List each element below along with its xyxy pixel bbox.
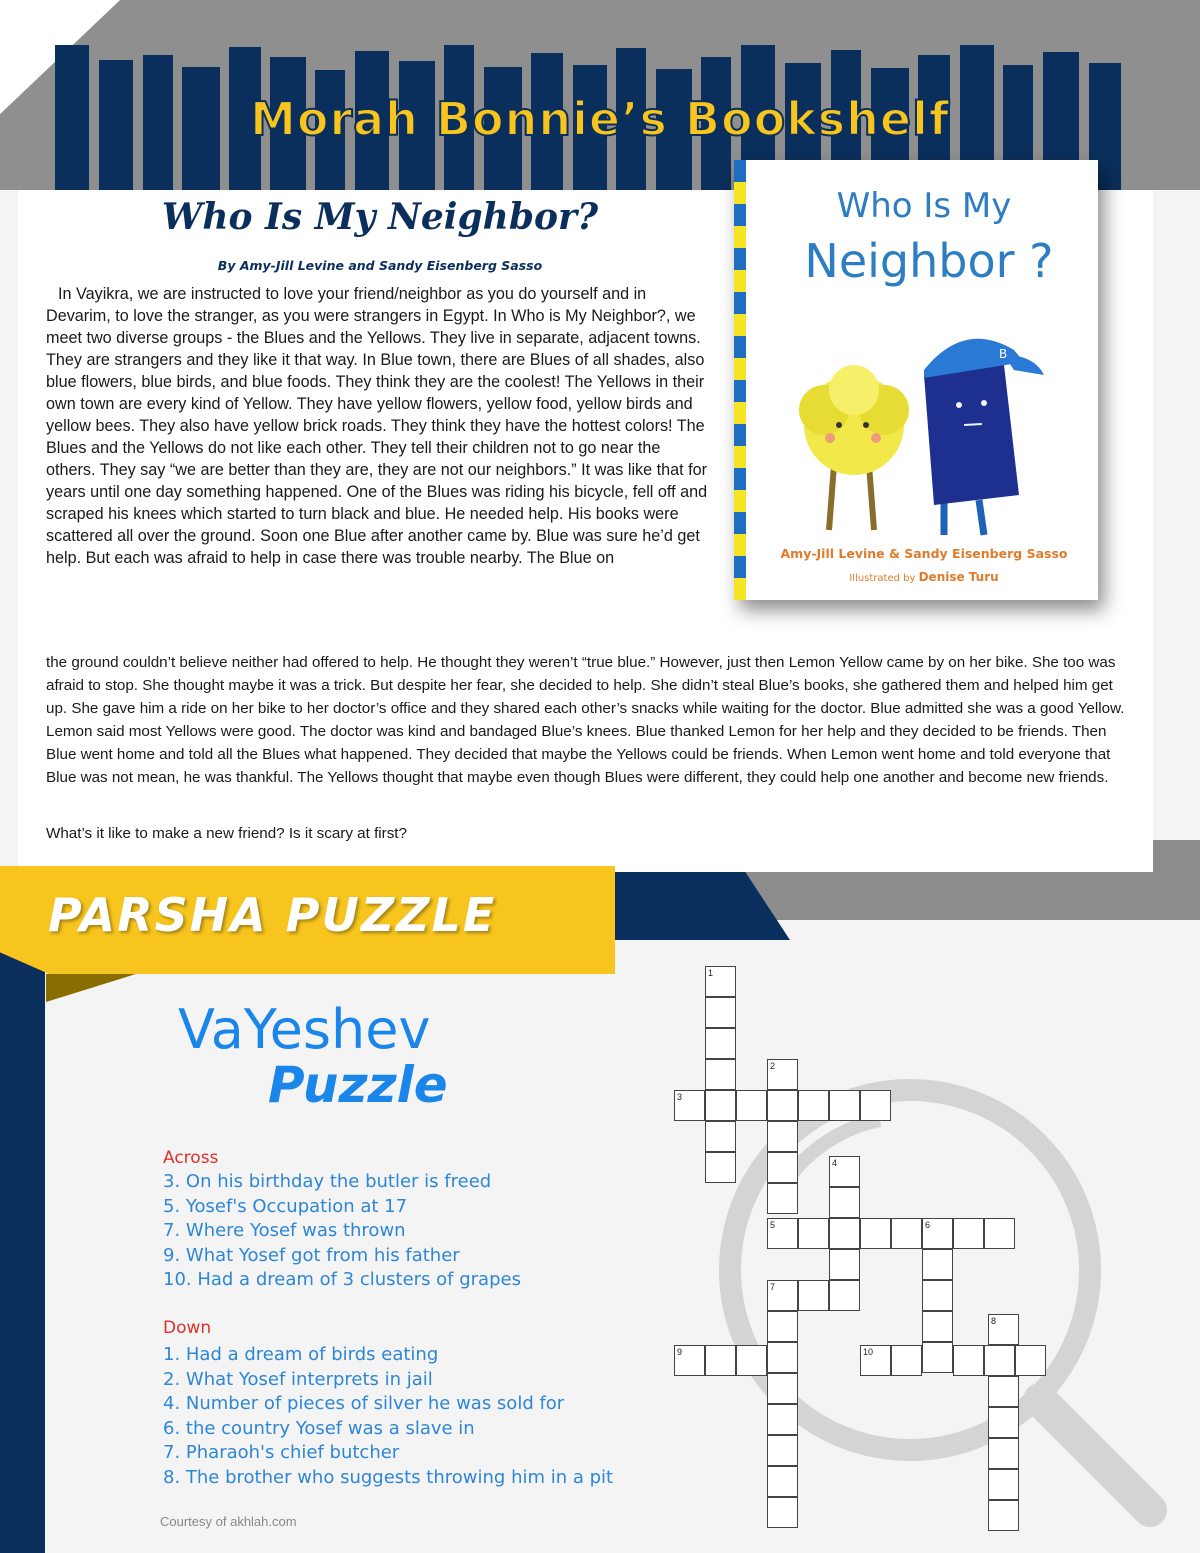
crossword-cell[interactable]: 8 bbox=[988, 1314, 1019, 1345]
down-clue: 6. the country Yosef was a slave in bbox=[163, 1417, 475, 1439]
cover-illustration bbox=[774, 300, 1084, 540]
cover-illustrator bbox=[754, 570, 1094, 584]
crossword-cell[interactable]: 7 bbox=[767, 1280, 798, 1311]
puzzle-credit: Courtesy of akhlah.com bbox=[160, 1514, 297, 1529]
across-clue: 5. Yosef's Occupation at 17 bbox=[163, 1195, 408, 1217]
across-clues bbox=[163, 1170, 521, 1293]
article-question: What’s it like to make a new friend? Is it scary at first? bbox=[46, 825, 407, 842]
down-heading: Down bbox=[163, 1318, 212, 1338]
cover-title-line1: Who Is My bbox=[836, 186, 1012, 226]
across-heading: Across bbox=[163, 1148, 219, 1168]
crossword-cell[interactable]: 5 bbox=[767, 1218, 798, 1249]
across-clue: 9. What Yosef got from his father bbox=[163, 1244, 460, 1266]
puzzle-banner-fold bbox=[46, 974, 136, 1002]
down-clue: 1. Had a dream of birds eating bbox=[163, 1344, 439, 1365]
crossword-cell[interactable]: 3 bbox=[674, 1090, 705, 1121]
blue-character bbox=[924, 339, 1044, 535]
cover-illustrator-name: Denise Turu bbox=[918, 570, 999, 584]
left-navy-strip bbox=[0, 880, 45, 1553]
yellow-character bbox=[799, 365, 909, 530]
puzzle-title-line2: Puzzle bbox=[268, 1056, 448, 1114]
across-clue: 7. Where Yosef was thrown bbox=[163, 1220, 406, 1242]
cover-authors: Amy-Jill Levine & Sandy Eisenberg Sasso bbox=[780, 546, 1068, 561]
magnifier-watermark bbox=[680, 1060, 1180, 1540]
down-clue: 4. Number of pieces of silver he was sold for bbox=[163, 1393, 565, 1415]
crossword-cell[interactable]: 9 bbox=[674, 1345, 705, 1376]
cover-title-line2: Neighbor ? bbox=[804, 234, 1054, 288]
down-clue: 8. The brother who suggests throwing him in a pit bbox=[163, 1466, 614, 1488]
book-authors: By Amy-Jill Levine and Sandy Eisenberg Sasso bbox=[217, 258, 543, 273]
cover-cap-letter: B bbox=[999, 347, 1008, 361]
cover-stripe bbox=[734, 160, 746, 600]
crossword-cell[interactable]: 4 bbox=[829, 1156, 860, 1187]
article-paragraph-1: In Vayikra, we are instructed to love your friend/neighbor as you do yourself and in Devarim, to love the stranger, as you were strangers in Egypt. In Who is My Neighbor?, we meet two diverse groups - the Blues and the Yellows. They live in separate, adjacent towns. They are strangers and they like it that way. In Blue town, there are Blues of all shades, also blue flowers, blue birds, and blue foods. They think they are the coolest! The Yellows in their own town are every kind of Yellow. They have yellow flowers, yellow food, yellow birds and yellow bees. They also have yellow brick roads. They think they have the hottest colors! The Blues and the Yellows do not like each other. They tell their children not to go near the others. They say “we are better than they are, they are not our neighbors.” It was like that for years until one day something happened. One of the Blues was riding his bicycle, fell off and scraped his knees which started to turn black and blue. He needed help. His books were scattered all over the ground. Soon one Blue after another came by. Blue was sure he’d get help. But each was afraid to help in case there was trouble nearby. The Blue on bbox=[46, 285, 708, 567]
crossword-cell[interactable]: 1 bbox=[705, 966, 736, 997]
banner-title: Morah Bonnie’s Bookshelf bbox=[250, 92, 950, 146]
book-cover bbox=[734, 160, 1098, 600]
crossword-cell[interactable] bbox=[705, 997, 736, 1028]
crossword-cell[interactable]: 6 bbox=[922, 1218, 953, 1249]
puzzle-banner-title: PARSHA PUZZLE bbox=[48, 888, 497, 942]
crossword-cell[interactable] bbox=[705, 1028, 736, 1059]
cover-illustrated-prefix: Illustrated by bbox=[849, 573, 916, 584]
article-paragraph-2: the ground couldn’t believe neither had offered to help. He thought they weren’t “true blue.” However, just then Lemon Yellow came by on her bike. She too was afraid to stop. She thought maybe it was a trick. But despite her fear, she decided to help. She didn’t steal Blue’s books, she gathered them and helped him get up. She gave him a ride on her bike to her doctor’s office and they shared each other’s snacks while waiting for the doctor. Blue admitted she was a good Yellow. Lemon said most Yellows were good. The doctor was kind and bandaged Blue’s knees. Blue thanked Lemon for her help and they decided to be friends. Then Blue went home and told all the Blues what happened. They decided that maybe the Yellows could be friends. When Lemon went home and told everyone that Blue was not mean, he was thankful. The Yellows thought that maybe even though Blues were different, they could help one another and become new friends. bbox=[46, 654, 1125, 786]
down-clue: 7. Pharaoh's chief butcher bbox=[163, 1442, 400, 1464]
down-clue: 2. What Yosef interprets in jail bbox=[163, 1368, 433, 1390]
puzzle-title-line1: VaYeshev bbox=[178, 998, 431, 1061]
book-title: Who Is My Neighbor? bbox=[161, 196, 599, 238]
crossword-cell[interactable]: 10 bbox=[860, 1345, 891, 1376]
crossword-cell[interactable]: 2 bbox=[767, 1059, 798, 1090]
across-clue: 3. On his birthday the butler is freed bbox=[163, 1171, 492, 1192]
across-clue: 10. Had a dream of 3 clusters of grapes bbox=[163, 1269, 521, 1291]
down-clues bbox=[163, 1343, 613, 1491]
